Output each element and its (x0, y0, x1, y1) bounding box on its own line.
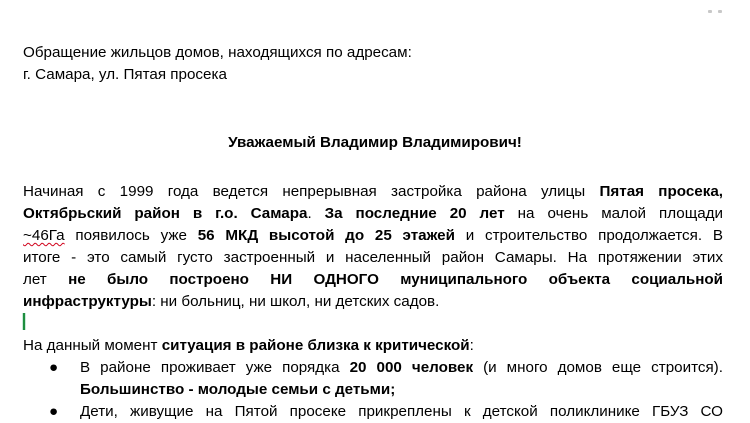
bullet-marker: ● (49, 359, 59, 376)
bullet-1-line-1: В районе проживает уже порядка 20 000 человек (и много домов еще строится). (80, 359, 723, 376)
paragraph-1-line-2: Октябрьский район в г.о. Самара. За последние 20 лет на очень малой площади (23, 205, 723, 222)
paragraph-1-line-4: итоге - это самый густо застроенный и населенный район Самары. На протяжении этих (23, 249, 723, 266)
paragraph-1-line-5: лет не было построено НИ ОДНОГО муниципального объекта социальной (23, 271, 723, 288)
document-title: Уважаемый Владимир Владимирович! (228, 134, 522, 151)
paragraph-1-line-1: Начиная с 1999 года ведется непрерывная застройка района улицы Пятая просека, (23, 183, 723, 200)
window-corner-marks (702, 0, 742, 4)
bullet-1-line-2: Большинство - молодые семьи с детьми; (80, 381, 396, 398)
bullet-marker: ● (49, 403, 59, 420)
text-cursor[interactable] (22, 313, 26, 330)
bullet-2-line-1: Дети, живущие на Пятой просеке прикреплены к детской поликлинике ГБУЗ СО (80, 403, 723, 420)
paragraph-2: На данный момент ситуация в районе близка к критической: (23, 337, 474, 354)
paragraph-1-line-3: ~46Га появилось уже 56 МКД высотой до 25 этажей и строительство продолжается. В (23, 227, 723, 244)
spellcheck-word: ~46Га (23, 227, 65, 244)
address-line-1: Обращение жильцов домов, находящихся по адресам: (23, 44, 412, 61)
address-line-2: г. Самара, ул. Пятая просека (23, 66, 227, 83)
paragraph-1-line-6: инфраструктуры: ни больниц, ни школ, ни детских садов. (23, 293, 440, 310)
